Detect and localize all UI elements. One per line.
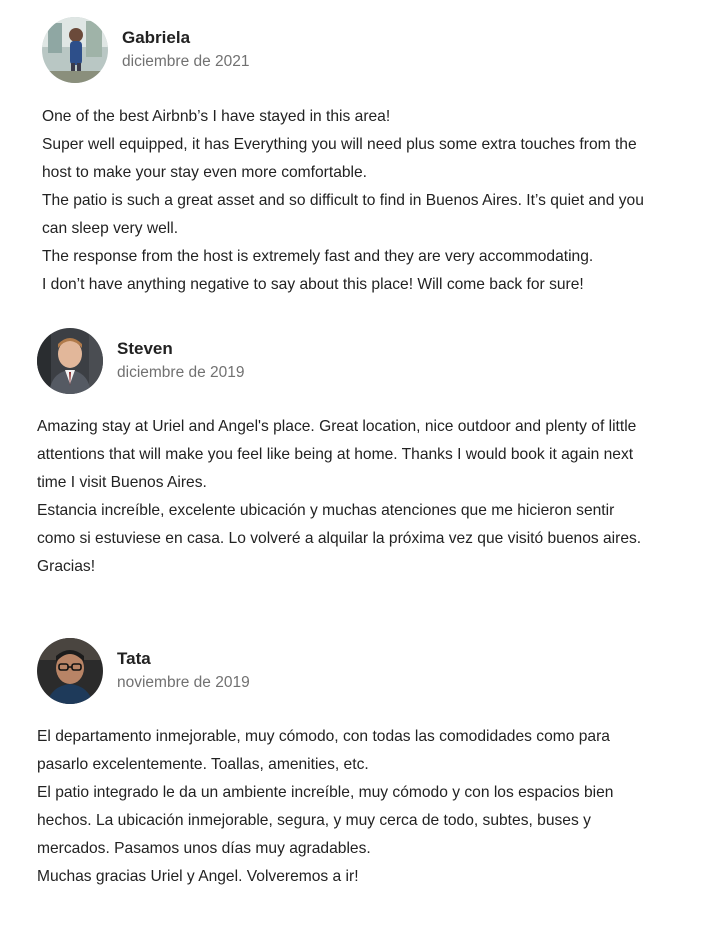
review-header <box>42 17 250 83</box>
review-line: host to make your stay even more comfortable. <box>42 164 368 181</box>
review-line: hechos. La ubicación inmejorable, segura, y muy cerca de todo, subtes, buses y <box>37 812 591 829</box>
reviewer-name: Steven <box>117 339 173 358</box>
reviewer-name: Tata <box>117 649 151 668</box>
review-date: diciembre de 2019 <box>117 364 245 381</box>
review-date: noviembre de 2019 <box>117 674 250 691</box>
review-line: Super well equipped, it has Everything you will need plus some extra touches from the <box>42 136 637 153</box>
review-line: El patio integrado le da un ambiente increíble, muy cómodo y con los espacios bien <box>37 784 614 801</box>
avatar[interactable] <box>42 17 108 83</box>
review-line: time I visit Buenos Aires. <box>37 474 207 491</box>
review-line: The patio is such a great asset and so difficult to find in Buenos Aires. It’s quiet and you <box>42 192 644 209</box>
avatar[interactable] <box>37 328 103 394</box>
review-line: Amazing stay at Uriel and Angel's place. Great location, nice outdoor and plenty of little <box>37 418 637 435</box>
review-text <box>37 413 641 581</box>
review-line: I don’t have anything negative to say about this place! Will come back for sure! <box>42 276 584 293</box>
review-line: mercados. Pasamos unos días muy agradables. <box>37 840 371 857</box>
review-header <box>37 328 245 394</box>
review-line: como si estuviese en casa. Lo volveré a alquilar la próxima vez que visitó buenos aires. <box>37 530 642 547</box>
reviewer-name: Gabriela <box>122 28 191 47</box>
review-line: pasarlo excelentemente. Toallas, amenities, etc. <box>37 756 369 773</box>
review-line: Estancia increíble, excelente ubicación y muchas atenciones que me hicieron sentir <box>37 502 615 519</box>
review-line: attentions that will make you feel like being at home. Thanks I would book it again next <box>37 446 634 463</box>
review-header <box>37 638 250 704</box>
review-date: diciembre de 2021 <box>122 53 250 70</box>
review-text <box>42 103 644 299</box>
review-line: The response from the host is extremely fast and they are very accommodating. <box>42 248 594 265</box>
review-line: Gracias! <box>37 558 96 575</box>
review-text <box>37 723 613 891</box>
review-line: can sleep very well. <box>42 220 179 237</box>
review-line: Muchas gracias Uriel y Angel. Volveremos a ir! <box>37 868 359 885</box>
review-line: El departamento inmejorable, muy cómodo, con todas las comodidades como para <box>37 728 610 745</box>
avatar[interactable] <box>37 638 103 704</box>
review-line: One of the best Airbnb’s I have stayed in this area! <box>42 108 391 125</box>
